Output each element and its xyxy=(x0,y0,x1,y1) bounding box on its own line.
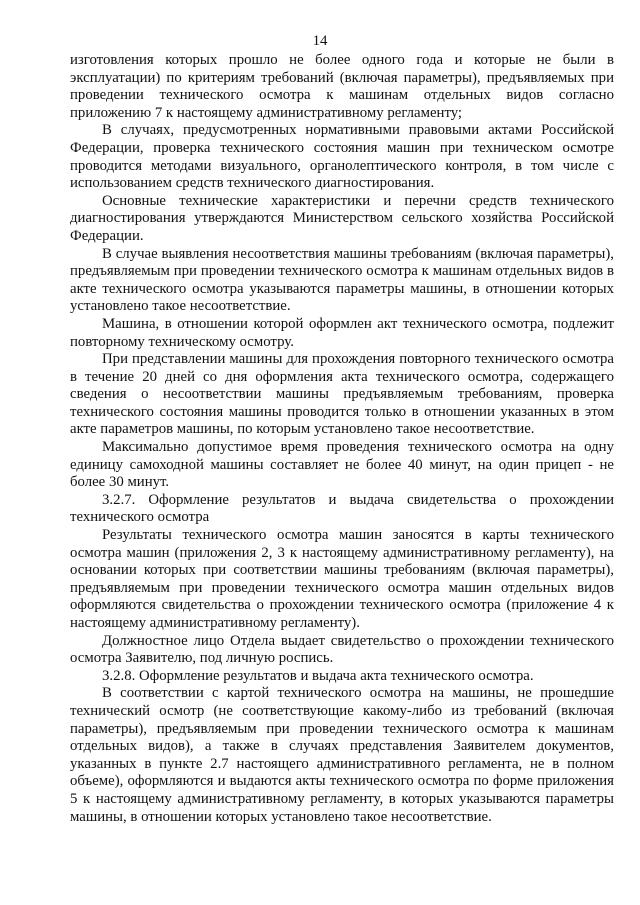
paragraph: Максимально допустимое время проведения технического осмотра на одну единицу самоходной машины составляет не более 40 минут, на один прицеп - не более 30 минут. xyxy=(70,439,614,491)
paragraph: Основные технические характеристики и перечни средств технического диагностирования утверждаются Министерством сельского хозяйства Российской Федерации. xyxy=(70,192,614,244)
page-number: 14 xyxy=(312,33,328,49)
paragraph: При представлении машины для прохождения повторного технического осмотра в течение 20 дней со дня оформления акта технического осмотра, содержащего сведения о несоответствии машины предъявляемым требованиям, проверка технического состояния машины проводится только в отношении указанных в этом акте параметров машины, по которым установлено такое несоответствие. xyxy=(70,351,614,438)
paragraph: В соответствии с картой технического осмотра на машины, не прошедшие технический осмотр (не соответствующие какому-либо из требований (включая параметры), предъявляемым при проведении технического осмотра к машинам отдельных видов), а также в случаях представления Заявителем документов, указанных в пункте 2.7 настоящего административного регламента, не в полном объеме), оформляются и выдаются акты технического осмотра по форме приложения 5 к настоящему административному регламенту, в которых указываются параметры машины, в отношении которых установлено такое несоответствие. xyxy=(70,685,614,825)
paragraph: 3.2.7. Оформление результатов и выдача свидетельства о прохождении технического осмотра xyxy=(70,491,614,526)
paragraph: В случае выявления несоответствия машины требованиям (включая параметры), предъявляемым при проведении технического осмотра к машинам отдельных видов в акте технического осмотра указываются параметры машины, в отношении которых установлено такое несоответствие. xyxy=(70,245,614,315)
document-body xyxy=(70,52,614,826)
paragraph: Машина, в отношении которой оформлен акт технического осмотра, подлежит повторному техническому осмотру. xyxy=(70,315,614,350)
paragraph: изготовления которых прошло не более одного года и которые не были в эксплуатации) по критериям требований (включая параметры), предъявляемых при проведении технического осмотра к машинам отдельных видов согласно приложению 7 к настоящему административному регламенту; xyxy=(70,52,614,121)
paragraph: Результаты технического осмотра машин заносятся в карты технического осмотра машин (приложения 2, 3 к настоящему административному регламенту), на основании которых при соответствии машины требованиям (включая параметры), предъявляемым при проведении технического осмотра машин отдельных видов оформляются свидетельства о прохождении технического осмотра (приложение 4 к настоящему административному регламенту). xyxy=(70,527,614,631)
paragraph: Должностное лицо Отдела выдает свидетельство о прохождении технического осмотра Заявителю, под личную роспись. xyxy=(70,632,614,667)
paragraph: 3.2.8. Оформление результатов и выдача акта технического осмотра. xyxy=(102,667,534,684)
paragraph: В случаях, предусмотренных нормативными правовыми актами Российской Федерации, проверка технического состояния машин при техническом осмотре проводится методами визуального, органолептического контроля, в том числе с использованием средств технического диагностирования. xyxy=(70,122,614,192)
